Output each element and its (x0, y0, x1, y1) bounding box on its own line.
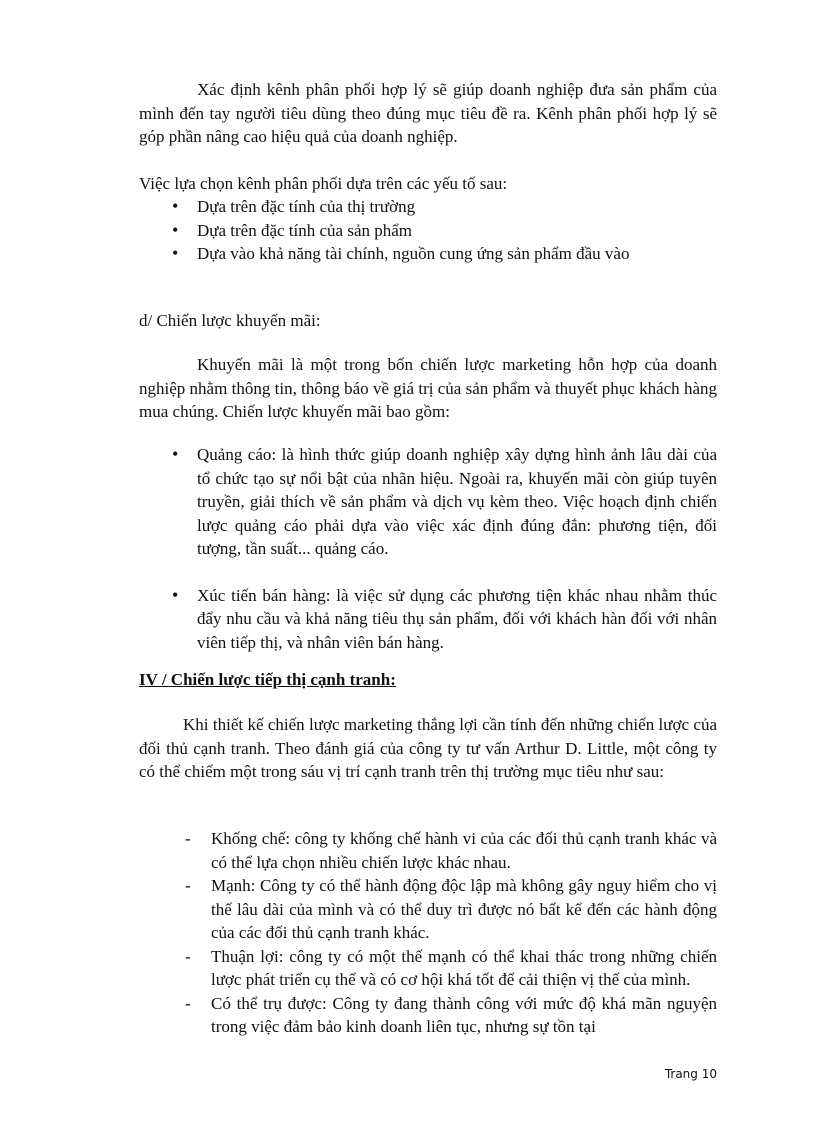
paragraph-competitive-strategy: Khi thiết kế chiến lược marketing thắng lợi cần tính đến những chiến lược của đối thủ cạnh tranh. Theo đánh giá của công ty tư vấn Arthur D. Little, một công ty có thể chiếm một trong sáu vị trí cạnh tranh trên thị trường mục tiêu như sau: (139, 715, 717, 781)
list-item: - Thuận lợi: công ty có một thế mạnh có thể khai thác trong những chiến lược phát triển cụ thể và có cơ hội khá tốt để cải thiện vị thế của mình. (139, 945, 717, 992)
list-item: • Dựa vào khả năng tài chính, nguồn cung ứng sản phẩm đầu vào (139, 242, 717, 266)
factor-list (139, 195, 717, 266)
paragraph-promotion: Khuyến mãi là một trong bốn chiến lược marketing hỗn hợp của doanh nghiệp nhằm thông tin, thông báo về giá trị của sản phẩm và thuyết phục khách hàng mua chúng. Chiến lược khuyến mãi bao gồm: (139, 355, 717, 421)
list-item: • Dựa trên đặc tính của thị trường (139, 195, 717, 219)
position-list (139, 827, 717, 1039)
page-number: Trang 10 (664, 1067, 717, 1081)
paragraph-distribution-channel: Xác định kênh phân phối hợp lý sẽ giúp doanh nghiệp đưa sản phẩm của mình đến tay người tiêu dùng theo đúng mục tiêu đề ra. Kênh phân phối hợp lý sẽ góp phần nâng cao hiệu quả của doanh nghiệp. (139, 80, 717, 146)
section-heading-iv: IV / Chiến lược tiếp thị cạnh tranh: (139, 670, 396, 689)
section-title-promotion: d/ Chiến lược khuyến mãi: (139, 311, 321, 330)
list-item: - Mạnh: Công ty có thể hành động độc lập mà không gây nguy hiểm cho vị thế lâu dài của mình và có thể duy trì được nó bất kể đến các hành động của các đối thủ cạnh tranh khác. (139, 874, 717, 945)
list-item: - Có thể trụ được: Công ty đang thành công với mức độ khá mãn nguyện trong việc đảm bảo kinh doanh liên tục, nhưng sự tồn tại (139, 992, 717, 1039)
list-item: - Khống chế: công ty khống chế hành vi của các đối thủ cạnh tranh khác và có thể lựa chọn nhiều chiến lược khác nhau. (139, 827, 717, 874)
list-item: • Xúc tiến bán hàng: là việc sử dụng các phương tiện khác nhau nhằm thúc đẩy nhu cầu và khả năng tiêu thụ sản phẩm, đối với khách hàn đối với nhân viên tiếp thị, và nhân viên bán hàng. (139, 584, 717, 655)
list-item: • Quảng cáo: là hình thức giúp doanh nghiệp xây dựng hình ảnh lâu dài của tổ chức tạo sự nổi bật của nhãn hiệu. Ngoài ra, khuyến mãi còn giúp tuyên truyền, giải thích về sản phẩm và dịch vụ kèm theo. Việc hoạch định chiến lược quảng cáo phải dựa vào việc xác định đúng đắn: phương tiện, đối tượng, tần suất... quảng cáo. (139, 443, 717, 561)
promotion-list (139, 443, 717, 654)
list-item: • Dựa trên đặc tính của sản phẩm (139, 219, 717, 243)
paragraph-channel-selection: Việc lựa chọn kênh phân phối dựa trên các yếu tố sau: (139, 174, 508, 193)
